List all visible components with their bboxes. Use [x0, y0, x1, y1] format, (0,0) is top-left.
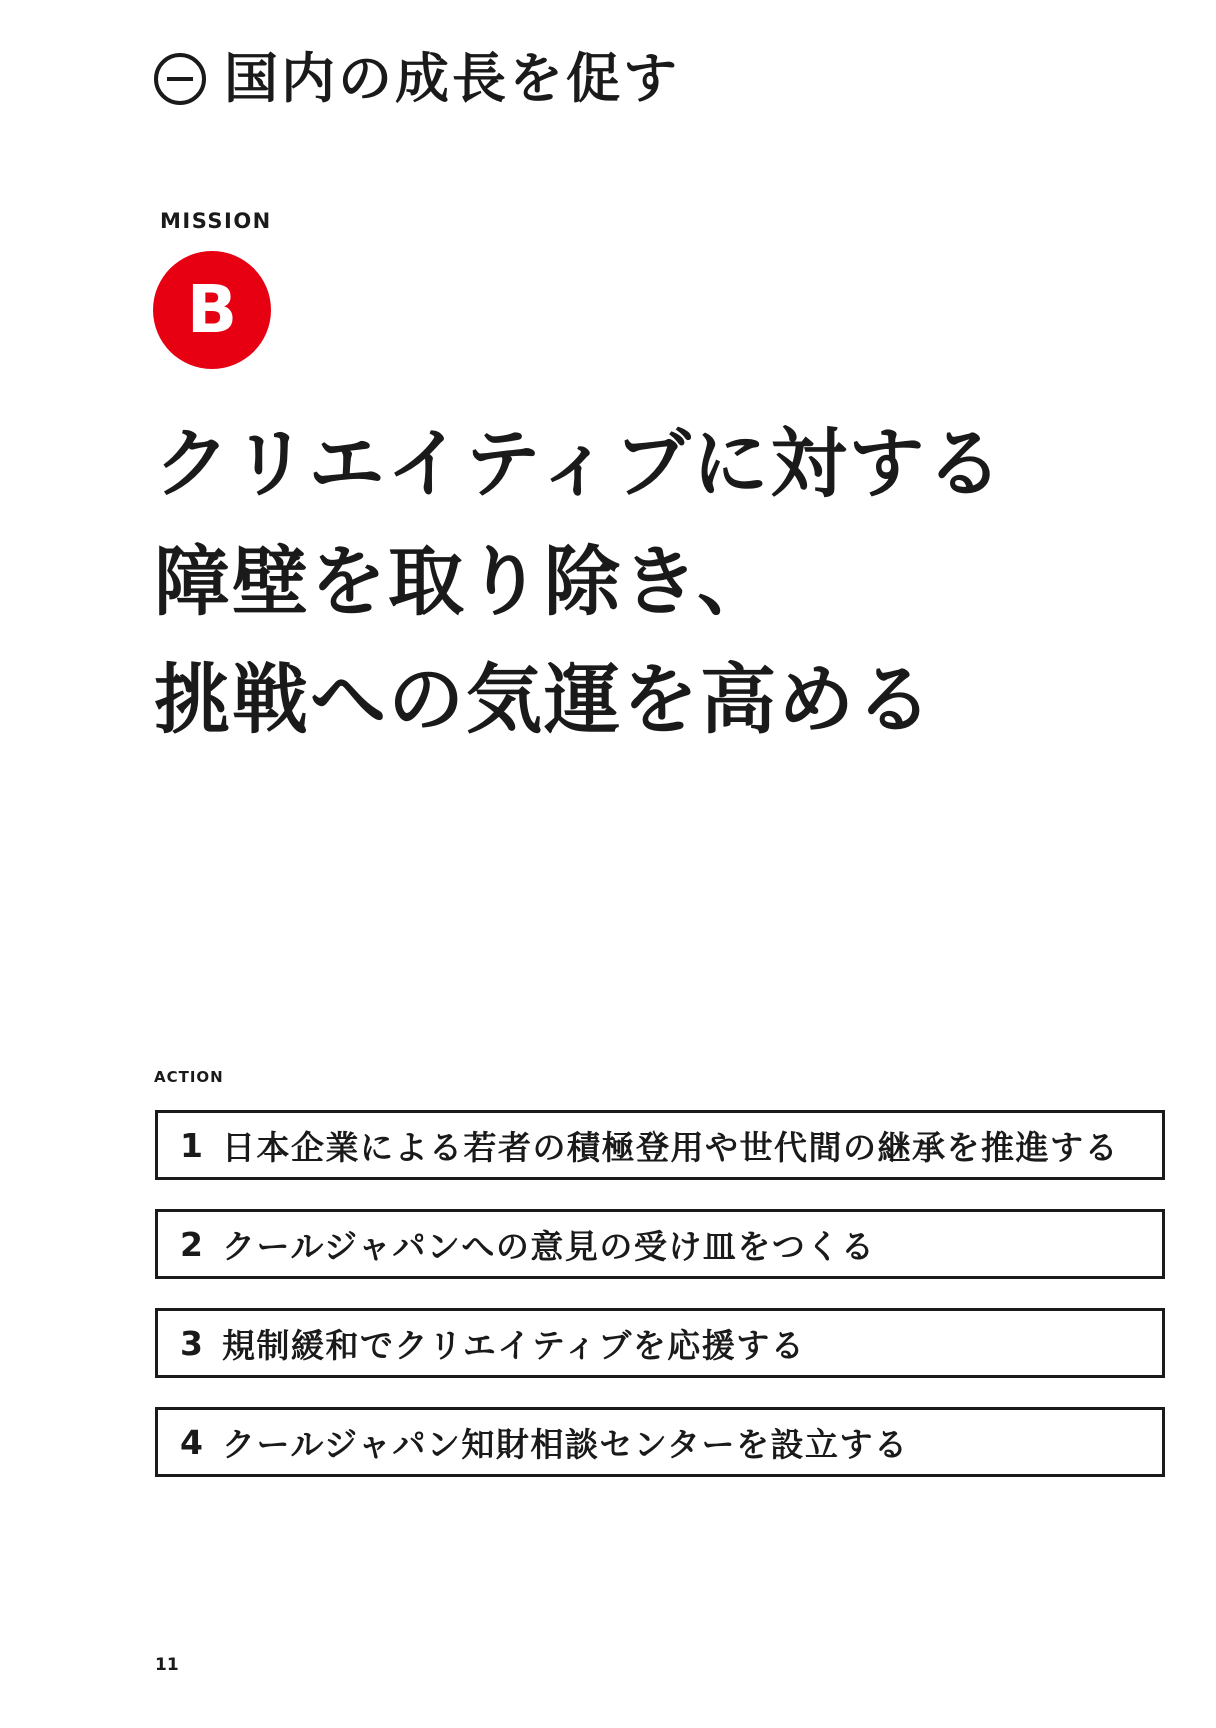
- action-text: 規制緩和でクリエイティブを応援する: [222, 1325, 806, 1365]
- action-text: クールジャパン知財相談センターを設立する: [222, 1424, 909, 1464]
- action-label: ACTION: [154, 1068, 224, 1086]
- action-number: 3: [180, 1323, 205, 1363]
- action-item: [155, 1110, 1165, 1180]
- action-number: 1: [180, 1125, 205, 1165]
- action-text: クールジャパンへの意見の受け皿をつくる: [222, 1226, 876, 1266]
- action-item: [155, 1407, 1165, 1477]
- mission-letter-badge: B: [153, 251, 271, 369]
- section-header: [154, 47, 680, 110]
- mission-title-line: クリエイティブに対する: [154, 419, 1005, 508]
- mission-title-line: 障壁を取り除き、: [154, 537, 775, 626]
- action-text: 日本企業による若者の積極登用や世代間の継承を推進する: [222, 1127, 1119, 1167]
- mission-title-line: 挑戦への気運を高める: [154, 655, 934, 744]
- action-item: [155, 1209, 1165, 1279]
- action-list: [155, 1110, 1165, 1506]
- page-number: 11: [155, 1655, 179, 1675]
- mission-title: [154, 405, 1154, 759]
- circled-one-dash-icon: [154, 53, 206, 105]
- action-item: [155, 1308, 1165, 1378]
- action-number: 2: [180, 1224, 205, 1264]
- section-title: 国内の成長を促す: [224, 47, 680, 110]
- mission-label: MISSION: [160, 209, 272, 233]
- action-number: 4: [180, 1422, 205, 1462]
